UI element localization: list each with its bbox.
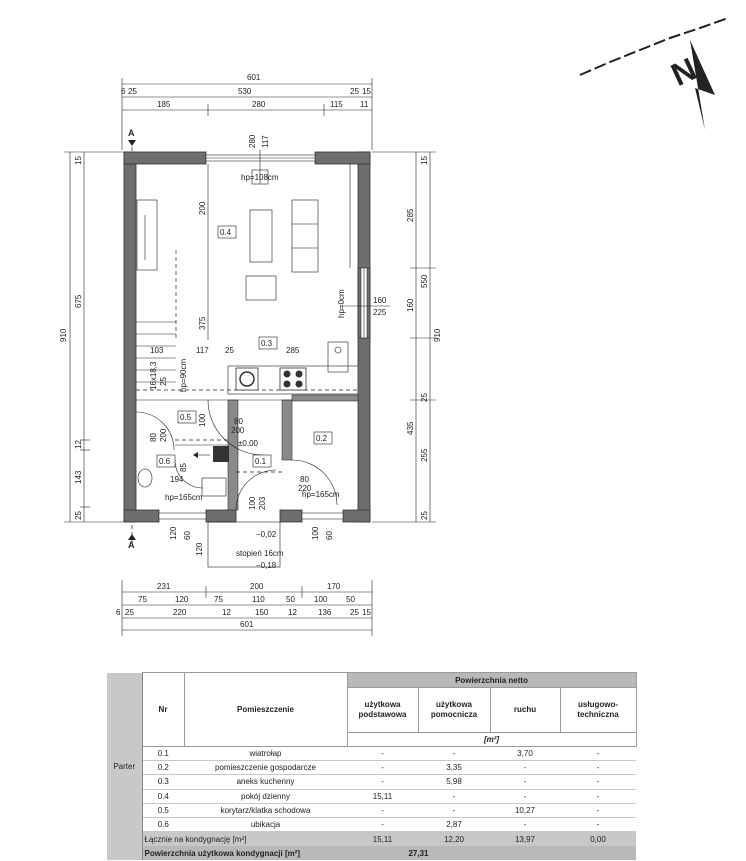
dim-bottom-overall: 601 — [240, 620, 254, 629]
dim-left-12: 12 — [74, 440, 83, 449]
ann-sill02: hp=165cm — [302, 490, 340, 499]
ann-stairs-h: hp=90cm — [179, 358, 188, 392]
usable-value: 27,31 — [347, 846, 490, 860]
dim-right-15: 15 — [420, 156, 429, 165]
header-c1: użytkowa podstawowa — [347, 688, 418, 733]
cell-c2: 2,87 — [418, 817, 490, 831]
dim-top-280: 280 — [252, 100, 266, 109]
header-room: Pomieszczenie — [184, 673, 347, 747]
dim-bottom-25: 25 — [125, 608, 134, 617]
ann-80l: 80 — [234, 417, 243, 426]
cell-name: pomieszczenie gospodarcze — [184, 761, 347, 775]
header-unit: [m²] — [347, 733, 636, 747]
ann-sill-top: hp=108cm — [241, 173, 279, 182]
cell-name: korytarz/klatka schodowa — [184, 803, 347, 817]
header-group: Powierzchnia netto — [347, 673, 636, 688]
armchair — [246, 276, 276, 300]
top-dimensions — [121, 73, 372, 150]
cell-nr: 0.1 — [142, 747, 184, 761]
dim-bottom-231: 231 — [157, 582, 171, 591]
dim-top-11: 11 — [360, 100, 369, 109]
level-label: Parter — [113, 761, 136, 771]
cell-c2: 3,35 — [418, 761, 490, 775]
dim-top-115: 115 — [330, 100, 343, 109]
cell-c4: - — [560, 817, 636, 831]
header-c2: użytkowa pomocnicza — [418, 688, 490, 733]
dim-bottom-6: 6 — [116, 608, 121, 617]
ann-194: 194 — [170, 475, 184, 484]
cell-nr: 0.3 — [142, 775, 184, 789]
total-row — [107, 832, 636, 847]
total-c1: 15,11 — [347, 832, 418, 847]
cell-c1: - — [347, 775, 418, 789]
cell-c4: - — [560, 761, 636, 775]
cell-c2: 5,98 — [418, 775, 490, 789]
dim-bottom-15: 15 — [362, 608, 371, 617]
dim-bottom-220: 220 — [173, 608, 187, 617]
ann-window-top2: 117 — [261, 135, 270, 148]
dim-right-910: 910 — [433, 328, 442, 342]
area-table — [107, 672, 637, 860]
usable-row — [107, 846, 636, 860]
dim-right-435: 435 — [406, 421, 415, 435]
bottom-dimensions — [116, 580, 372, 636]
cell-c2: - — [418, 803, 490, 817]
sink — [328, 342, 348, 372]
dim-bottom-150: 150 — [255, 608, 269, 617]
room-0-4: 0.4 — [220, 228, 232, 237]
dim-right-285: 285 — [406, 208, 415, 222]
section-label-bottom: A — [128, 540, 135, 550]
ann-door02: 80 — [300, 475, 309, 484]
dim-bottom-200: 200 — [250, 582, 264, 591]
cell-name: wiatrołap — [184, 747, 347, 761]
north-label: N — [665, 50, 702, 94]
room-0-6: 0.6 — [159, 457, 171, 466]
cell-c1: - — [347, 747, 418, 761]
appliance — [213, 446, 229, 462]
cell-c3: - — [490, 775, 560, 789]
ann-step: stopień 16cm — [236, 549, 284, 558]
room-labels — [157, 226, 332, 467]
cell-c2: - — [418, 747, 490, 761]
table-row — [107, 803, 636, 817]
ann-203: 203 — [258, 496, 267, 510]
cell-c3: - — [490, 761, 560, 775]
dim-right-160: 160 — [406, 298, 415, 312]
dim-right-255: 255 — [420, 448, 429, 462]
dim-right-550: 550 — [420, 274, 429, 288]
ann-85: 85 — [179, 463, 188, 472]
cell-c4: - — [560, 775, 636, 789]
north-arrow-icon — [580, 18, 728, 130]
table-row — [107, 789, 636, 803]
cell-c4: - — [560, 803, 636, 817]
ann-door05b: 200 — [159, 428, 168, 442]
cell-c1: 15,11 — [347, 789, 418, 803]
ann-door05c: 100 — [198, 413, 207, 427]
usable-label: Powierzchnia użytkowa kondygnacji [m²] — [142, 846, 347, 860]
washbasin — [202, 478, 226, 496]
table-row — [107, 761, 636, 775]
ann-win-right: 160 — [373, 296, 387, 305]
dim-bottom-50: 50 — [286, 595, 295, 604]
dim-bottom-120: 120 — [175, 595, 189, 604]
dim-left-143: 143 — [74, 470, 83, 484]
dim-bottom-170: 170 — [327, 582, 341, 591]
ann-b60: 60 — [183, 531, 192, 540]
left-dimensions — [59, 152, 124, 522]
ann-200l: 200 — [231, 426, 245, 435]
total-c3: 13,97 — [490, 832, 560, 847]
ann-b60b: 60 — [325, 531, 334, 540]
cell-c3: 3,70 — [490, 747, 560, 761]
dim-top-25: 25 — [128, 87, 137, 96]
ann-25b: 25 — [159, 377, 168, 386]
sofa — [292, 200, 318, 272]
cell-nr: 0.2 — [142, 761, 184, 775]
dim-bottom-75: 75 — [138, 595, 147, 604]
ann-375: 375 — [198, 316, 207, 330]
total-c2: 12,20 — [418, 832, 490, 847]
section-label-top: A — [128, 128, 135, 138]
ann-lvl-ext2: −0,18 — [256, 561, 277, 570]
ann-window-top: 280 — [248, 134, 257, 148]
cell-c3: - — [490, 817, 560, 831]
dim-left-25: 25 — [74, 511, 83, 520]
dining-table — [250, 210, 272, 262]
cell-nr: 0.6 — [142, 817, 184, 831]
ann-100: 100 — [248, 496, 257, 510]
cell-name: aneks kuchenny — [184, 775, 347, 789]
room-0-1: 0.1 — [255, 457, 267, 466]
dim-right-25: 25 — [420, 393, 429, 402]
dim-left-15: 15 — [74, 156, 83, 165]
dim-bottom-100: 100 — [314, 595, 328, 604]
right-dimensions — [372, 152, 442, 522]
ann-stairs-dim: 16x18,3 — [149, 361, 158, 390]
ann-200: 200 — [198, 201, 207, 215]
dim-bottom-12: 12 — [222, 608, 231, 617]
header-nr: Nr — [142, 673, 184, 747]
cell-name: pokój dzienny — [184, 789, 347, 803]
cell-c2: - — [418, 789, 490, 803]
ann-sill-right: hp=0cm — [337, 289, 346, 318]
dim-bottom-136: 136 — [318, 608, 332, 617]
dim-bottom-25b: 25 — [350, 608, 359, 617]
ann-b120b: 120 — [195, 542, 204, 556]
level-cell — [107, 673, 142, 861]
ann-door02b: 220 — [298, 484, 312, 493]
ann-117: 117 — [196, 346, 209, 355]
dim-left-910: 910 — [59, 328, 68, 342]
ann-25: 25 — [225, 346, 234, 355]
dim-overall-top: 601 — [247, 73, 261, 82]
table-row — [107, 747, 636, 761]
cell-name: ubikacja — [184, 817, 347, 831]
dim-bottom-12b: 12 — [288, 608, 297, 617]
header-c3: ruchu — [490, 688, 560, 733]
ann-b120: 120 — [169, 526, 178, 540]
dim-top-6: 6 — [121, 87, 126, 96]
ann-level0: ±0,00 — [238, 439, 258, 448]
cell-c3: - — [490, 789, 560, 803]
cell-nr: 0.5 — [142, 803, 184, 817]
table-row — [107, 775, 636, 789]
cell-c3: 10,27 — [490, 803, 560, 817]
ann-win-right2: 225 — [373, 308, 387, 317]
toilet — [138, 469, 152, 487]
cell-c1: - — [347, 803, 418, 817]
dim-top-185: 185 — [157, 100, 171, 109]
dim-bottom-75b: 75 — [214, 595, 223, 604]
cell-c1: - — [347, 761, 418, 775]
table-row — [107, 817, 636, 831]
cooktop — [280, 368, 306, 390]
dim-top-15: 15 — [362, 87, 371, 96]
dim-bottom-50b: 50 — [346, 595, 355, 604]
ann-285: 285 — [286, 346, 300, 355]
cell-c1: - — [347, 817, 418, 831]
ann-103: 103 — [150, 346, 164, 355]
room-0-2: 0.2 — [316, 434, 328, 443]
dim-left-675: 675 — [74, 294, 83, 308]
room-0-5: 0.5 — [180, 413, 192, 422]
dim-top-25b: 25 — [350, 87, 359, 96]
cell-nr: 0.4 — [142, 789, 184, 803]
dim-top-530: 530 — [238, 87, 252, 96]
ann-lvl-ext: −0,02 — [256, 530, 277, 539]
dim-bottom-110: 110 — [252, 595, 265, 604]
ann-door05: 80 — [149, 433, 158, 442]
annotations — [149, 134, 390, 570]
dim-right-25b: 25 — [420, 511, 429, 520]
cell-c4: - — [560, 747, 636, 761]
ann-sill06: hp=165cm — [165, 493, 203, 502]
room-0-3: 0.3 — [261, 339, 273, 348]
total-label: Łącznie na kondygnację [m²] — [142, 832, 347, 847]
cell-c4: - — [560, 789, 636, 803]
total-c4: 0,00 — [560, 832, 636, 847]
header-c4: usługowo-techniczna — [560, 688, 636, 733]
ann-b100: 100 — [311, 526, 320, 540]
